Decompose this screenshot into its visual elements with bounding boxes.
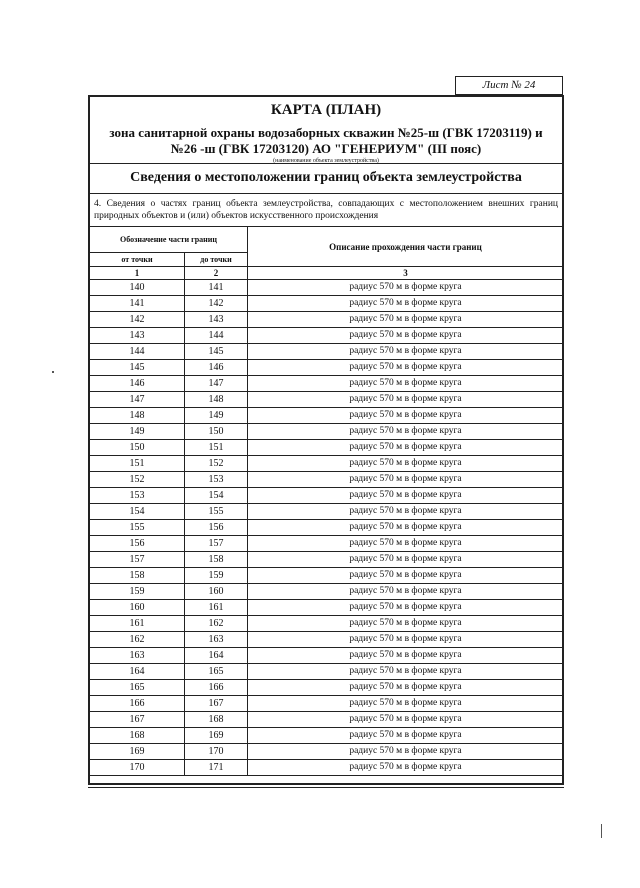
- point-to-cell: 156: [185, 520, 248, 536]
- point-to-cell: 170: [185, 744, 248, 760]
- point-from-cell: 142: [90, 312, 185, 328]
- point-to-cell: 164: [185, 648, 248, 664]
- col-to-header: до точки: [185, 253, 248, 267]
- point-from-cell: 144: [90, 344, 185, 360]
- scan-speck: [52, 371, 54, 373]
- table-row: [90, 760, 564, 776]
- point-from-cell: 161: [90, 616, 185, 632]
- table-row: [90, 504, 564, 520]
- table-row: [90, 296, 564, 312]
- table-row: [90, 328, 564, 344]
- table-row: [90, 584, 564, 600]
- table-row: [90, 712, 564, 728]
- boundary-description-cell: радиус 570 м в форме круга: [248, 536, 564, 552]
- boundary-description-cell: радиус 570 м в форме круга: [248, 584, 564, 600]
- table-row: [90, 552, 564, 568]
- col-number-3: 3: [248, 267, 564, 280]
- boundary-description-cell: радиус 570 м в форме круга: [248, 648, 564, 664]
- table-row: [90, 344, 564, 360]
- point-from-cell: 156: [90, 536, 185, 552]
- table-row: [90, 376, 564, 392]
- sheet-number-label: Лист № 24: [455, 76, 563, 95]
- table-row: [90, 648, 564, 664]
- boundary-description-cell: радиус 570 м в форме круга: [248, 744, 564, 760]
- point-to-cell: 168: [185, 712, 248, 728]
- boundary-description-cell: радиус 570 м в форме круга: [248, 312, 564, 328]
- point-to-cell: 159: [185, 568, 248, 584]
- table-row: [90, 616, 564, 632]
- boundary-description-cell: радиус 570 м в форме круга: [248, 456, 564, 472]
- point-to-cell: 171: [185, 760, 248, 776]
- point-to-cell: 151: [185, 440, 248, 456]
- boundary-description-cell: радиус 570 м в форме круга: [248, 632, 564, 648]
- boundary-description-cell: радиус 570 м в форме круга: [248, 728, 564, 744]
- point-from-cell: 167: [90, 712, 185, 728]
- point-to-cell: 154: [185, 488, 248, 504]
- document-frame: [88, 95, 564, 785]
- point-from-cell: 155: [90, 520, 185, 536]
- col-number-1: 1: [90, 267, 185, 280]
- point-from-cell: 149: [90, 424, 185, 440]
- boundary-description-cell: радиус 570 м в форме круга: [248, 296, 564, 312]
- boundary-description-cell: радиус 570 м в форме круга: [248, 712, 564, 728]
- object-name-caption: (наименование объекта землеустройства): [273, 158, 379, 164]
- boundary-parts-table: [89, 226, 564, 776]
- point-from-cell: 164: [90, 664, 185, 680]
- boundary-description-cell: радиус 570 м в форме круга: [248, 616, 564, 632]
- point-to-cell: 141: [185, 280, 248, 296]
- boundary-description-cell: радиус 570 м в форме круга: [248, 408, 564, 424]
- point-to-cell: 146: [185, 360, 248, 376]
- point-from-cell: 159: [90, 584, 185, 600]
- bottom-rule: [88, 787, 564, 788]
- point-from-cell: 152: [90, 472, 185, 488]
- document-title: КАРТА (ПЛАН): [270, 102, 382, 118]
- point-to-cell: 149: [185, 408, 248, 424]
- table-row: [90, 488, 564, 504]
- boundary-description-cell: радиус 570 м в форме круга: [248, 520, 564, 536]
- point-to-cell: 147: [185, 376, 248, 392]
- point-to-cell: 169: [185, 728, 248, 744]
- boundary-description-cell: радиус 570 м в форме круга: [248, 360, 564, 376]
- point-from-cell: 157: [90, 552, 185, 568]
- point-from-cell: 166: [90, 696, 185, 712]
- table-row: [90, 568, 564, 584]
- boundary-description-cell: радиус 570 м в форме круга: [248, 552, 564, 568]
- boundary-description-cell: радиус 570 м в форме круга: [248, 664, 564, 680]
- table-row: [90, 424, 564, 440]
- point-from-cell: 146: [90, 376, 185, 392]
- section-title: Сведения о местоположении границ объекта землеустройства: [90, 164, 562, 194]
- col-from-header: от точки: [90, 253, 185, 267]
- point-from-cell: 168: [90, 728, 185, 744]
- point-from-cell: 153: [90, 488, 185, 504]
- boundary-description-cell: радиус 570 м в форме круга: [248, 424, 564, 440]
- intro-text: 4. Сведения о частях границ объекта землеустройства, совпадающих с местоположением внешних границ природных объектов и (или) объектов искусственного происхождения: [94, 199, 558, 221]
- point-from-cell: 165: [90, 680, 185, 696]
- point-from-cell: 160: [90, 600, 185, 616]
- boundary-description-cell: радиус 570 м в форме круга: [248, 760, 564, 776]
- point-from-cell: 163: [90, 648, 185, 664]
- point-to-cell: 158: [185, 552, 248, 568]
- boundary-description-cell: радиус 570 м в форме круга: [248, 488, 564, 504]
- boundary-description-cell: радиус 570 м в форме круга: [248, 568, 564, 584]
- table-row: [90, 536, 564, 552]
- table-row: [90, 360, 564, 376]
- col-desc-header: Описание прохождения части границ: [248, 227, 564, 267]
- boundary-description-cell: радиус 570 м в форме круга: [248, 696, 564, 712]
- point-to-cell: 143: [185, 312, 248, 328]
- table-row: [90, 696, 564, 712]
- point-to-cell: 160: [185, 584, 248, 600]
- table-row: [90, 408, 564, 424]
- table-row: [90, 312, 564, 328]
- boundary-description-cell: радиус 570 м в форме круга: [248, 680, 564, 696]
- point-from-cell: 147: [90, 392, 185, 408]
- table-body: [90, 280, 564, 776]
- point-to-cell: 161: [185, 600, 248, 616]
- boundary-description-cell: радиус 570 м в форме круга: [248, 504, 564, 520]
- col-group-header: Обозначение части границ: [90, 227, 248, 253]
- boundary-description-cell: радиус 570 м в форме круга: [248, 472, 564, 488]
- table-row: [90, 280, 564, 296]
- point-to-cell: 145: [185, 344, 248, 360]
- boundary-description-cell: радиус 570 м в форме круга: [248, 600, 564, 616]
- table-row: [90, 680, 564, 696]
- point-to-cell: 157: [185, 536, 248, 552]
- point-from-cell: 141: [90, 296, 185, 312]
- point-to-cell: 162: [185, 616, 248, 632]
- point-to-cell: 166: [185, 680, 248, 696]
- point-to-cell: 144: [185, 328, 248, 344]
- point-to-cell: 148: [185, 392, 248, 408]
- table-row: [90, 664, 564, 680]
- boundary-description-cell: радиус 570 м в форме круга: [248, 328, 564, 344]
- table-row: [90, 632, 564, 648]
- point-from-cell: 148: [90, 408, 185, 424]
- table-row: [90, 520, 564, 536]
- table-row: [90, 440, 564, 456]
- point-to-cell: 165: [185, 664, 248, 680]
- point-to-cell: 155: [185, 504, 248, 520]
- point-to-cell: 167: [185, 696, 248, 712]
- table-row: [90, 456, 564, 472]
- table-row: [90, 744, 564, 760]
- point-from-cell: 140: [90, 280, 185, 296]
- boundary-description-cell: радиус 570 м в форме круга: [248, 376, 564, 392]
- point-from-cell: 150: [90, 440, 185, 456]
- table-row: [90, 728, 564, 744]
- document-subtitle: зона санитарной охраны водозаборных скважин №25-ш (ГВК 17203119) и №26 -ш (ГВК 17203120) АО "ГЕНЕРИУМ" (III пояс): [109, 125, 543, 156]
- point-to-cell: 142: [185, 296, 248, 312]
- boundary-description-cell: радиус 570 м в форме круга: [248, 392, 564, 408]
- boundary-description-cell: радиус 570 м в форме круга: [248, 344, 564, 360]
- scan-speck: [601, 824, 602, 838]
- point-from-cell: 143: [90, 328, 185, 344]
- point-from-cell: 154: [90, 504, 185, 520]
- table-row: [90, 392, 564, 408]
- point-from-cell: 170: [90, 760, 185, 776]
- point-from-cell: 145: [90, 360, 185, 376]
- boundary-description-cell: радиус 570 м в форме круга: [248, 440, 564, 456]
- boundary-description-cell: радиус 570 м в форме круга: [248, 280, 564, 296]
- col-number-2: 2: [185, 267, 248, 280]
- table-row: [90, 600, 564, 616]
- point-to-cell: 163: [185, 632, 248, 648]
- point-from-cell: 162: [90, 632, 185, 648]
- point-from-cell: 151: [90, 456, 185, 472]
- point-to-cell: 152: [185, 456, 248, 472]
- point-to-cell: 150: [185, 424, 248, 440]
- point-from-cell: 169: [90, 744, 185, 760]
- document-header: [90, 97, 562, 164]
- point-from-cell: 158: [90, 568, 185, 584]
- table-row: [90, 472, 564, 488]
- point-to-cell: 153: [185, 472, 248, 488]
